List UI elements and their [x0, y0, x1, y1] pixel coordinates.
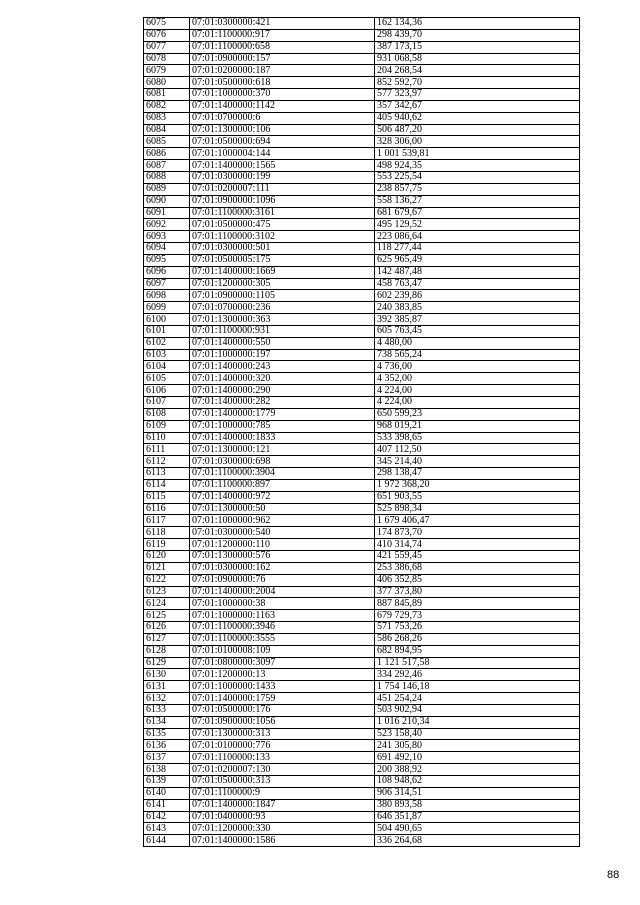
- table-row: [144, 77, 580, 89]
- table-row: [144, 29, 580, 41]
- row-number-cell: 6112: [144, 456, 190, 468]
- row-number-cell: 6137: [144, 752, 190, 764]
- row-number-cell: 6082: [144, 100, 190, 112]
- value-cell: 738 565,24: [375, 349, 580, 361]
- table-row: [144, 479, 580, 491]
- value-cell: 174 873,70: [375, 527, 580, 539]
- row-number-cell: 6096: [144, 266, 190, 278]
- cadastral-number-cell: 07:01:0100000:776: [190, 740, 375, 752]
- table-row: [144, 799, 580, 811]
- value-cell: 682 894,95: [375, 645, 580, 657]
- row-number-cell: 6144: [144, 835, 190, 847]
- row-number-cell: 6086: [144, 148, 190, 160]
- cadastral-number-cell: 07:01:1000000:1163: [190, 610, 375, 622]
- row-number-cell: 6099: [144, 302, 190, 314]
- value-cell: 1 679 406,47: [375, 515, 580, 527]
- row-number-cell: 6075: [144, 18, 190, 30]
- cadastral-number-cell: 07:01:1100000:897: [190, 479, 375, 491]
- row-number-cell: 6098: [144, 290, 190, 302]
- cadastral-number-cell: 07:01:0500000:694: [190, 136, 375, 148]
- row-number-cell: 6132: [144, 693, 190, 705]
- row-number-cell: 6106: [144, 385, 190, 397]
- table-row: [144, 491, 580, 503]
- row-number-cell: 6133: [144, 704, 190, 716]
- cadastral-number-cell: 07:01:1200000:110: [190, 539, 375, 551]
- value-cell: 571 753,26: [375, 622, 580, 634]
- row-number-cell: 6119: [144, 539, 190, 551]
- page-number: 88: [607, 869, 620, 881]
- cadastral-number-cell: 07:01:1100000:3946: [190, 622, 375, 634]
- row-number-cell: 6129: [144, 657, 190, 669]
- value-cell: 1 754 146,18: [375, 681, 580, 693]
- cadastral-number-cell: 07:01:1400000:972: [190, 491, 375, 503]
- table-row: [144, 278, 580, 290]
- value-cell: 345 214,40: [375, 456, 580, 468]
- cadastral-number-cell: 07:01:1400000:2004: [190, 586, 375, 598]
- value-cell: 392 385,87: [375, 314, 580, 326]
- row-number-cell: 6088: [144, 171, 190, 183]
- value-cell: 602 239,86: [375, 290, 580, 302]
- row-number-cell: 6101: [144, 325, 190, 337]
- cadastral-number-cell: 07:01:0400000:93: [190, 811, 375, 823]
- value-cell: 204 268,54: [375, 65, 580, 77]
- row-number-cell: 6095: [144, 254, 190, 266]
- cadastral-number-cell: 07:01:1400000:1847: [190, 799, 375, 811]
- value-cell: 377 373,80: [375, 586, 580, 598]
- table-row: [144, 254, 580, 266]
- table-row: [144, 41, 580, 53]
- cadastral-number-cell: 07:01:0500000:313: [190, 776, 375, 788]
- value-cell: 4 224,00: [375, 385, 580, 397]
- value-cell: 241 305,80: [375, 740, 580, 752]
- table-row: [144, 456, 580, 468]
- cadastral-number-cell: 07:01:1200000:330: [190, 823, 375, 835]
- row-number-cell: 6115: [144, 491, 190, 503]
- cadastral-number-cell: 07:01:0200007:130: [190, 764, 375, 776]
- cadastral-number-cell: 07:01:1000000:38: [190, 598, 375, 610]
- table-body: [144, 18, 580, 847]
- row-number-cell: 6100: [144, 314, 190, 326]
- cadastral-number-cell: 07:01:1400000:1586: [190, 835, 375, 847]
- table-row: [144, 432, 580, 444]
- value-cell: 1 001 539,81: [375, 148, 580, 160]
- value-cell: 646 351,87: [375, 811, 580, 823]
- table-row: [144, 420, 580, 432]
- table-row: [144, 716, 580, 728]
- cadastral-number-cell: 07:01:1100000:917: [190, 29, 375, 41]
- row-number-cell: 6110: [144, 432, 190, 444]
- value-cell: 253 386,68: [375, 562, 580, 574]
- table-row: [144, 195, 580, 207]
- cadastral-number-cell: 07:01:1400000:282: [190, 397, 375, 409]
- cadastral-number-cell: 07:01:1000000:197: [190, 349, 375, 361]
- row-number-cell: 6113: [144, 468, 190, 480]
- row-number-cell: 6121: [144, 562, 190, 574]
- cadastral-number-cell: 07:01:0300000:540: [190, 527, 375, 539]
- cadastral-number-cell: 07:01:1300000:106: [190, 124, 375, 136]
- value-cell: 506 487,20: [375, 124, 580, 136]
- value-cell: 495 129,52: [375, 219, 580, 231]
- value-cell: 1 972 368,20: [375, 479, 580, 491]
- table-row: [144, 669, 580, 681]
- cadastral-number-cell: 07:01:0300000:421: [190, 18, 375, 30]
- value-cell: 223 086,64: [375, 231, 580, 243]
- row-number-cell: 6118: [144, 527, 190, 539]
- table-row: [144, 100, 580, 112]
- table-row: [144, 752, 580, 764]
- cadastral-number-cell: 07:01:0700000:236: [190, 302, 375, 314]
- table-row: [144, 148, 580, 160]
- value-cell: 334 292,46: [375, 669, 580, 681]
- row-number-cell: 6124: [144, 598, 190, 610]
- cadastral-number-cell: 07:01:1200000:13: [190, 669, 375, 681]
- cadastral-number-cell: 07:01:1000004:144: [190, 148, 375, 160]
- table-row: [144, 622, 580, 634]
- value-cell: 906 314,51: [375, 787, 580, 799]
- value-cell: 357 342,67: [375, 100, 580, 112]
- row-number-cell: 6093: [144, 231, 190, 243]
- row-number-cell: 6089: [144, 183, 190, 195]
- value-cell: 328 306,00: [375, 136, 580, 148]
- value-cell: 405 940,62: [375, 112, 580, 124]
- cadastral-number-cell: 07:01:0900000:76: [190, 574, 375, 586]
- row-number-cell: 6103: [144, 349, 190, 361]
- cadastral-number-cell: 07:01:0500000:475: [190, 219, 375, 231]
- table-row: [144, 385, 580, 397]
- table-row: [144, 361, 580, 373]
- cadastral-number-cell: 07:01:0300000:501: [190, 243, 375, 255]
- row-number-cell: 6126: [144, 622, 190, 634]
- cadastral-number-cell: 07:01:1400000:290: [190, 385, 375, 397]
- cadastral-number-cell: 07:01:0100008:109: [190, 645, 375, 657]
- row-number-cell: 6083: [144, 112, 190, 124]
- cadastral-number-cell: 07:01:0700000:6: [190, 112, 375, 124]
- row-number-cell: 6108: [144, 408, 190, 420]
- row-number-cell: 6136: [144, 740, 190, 752]
- value-cell: 4 224,00: [375, 397, 580, 409]
- value-cell: 852 592,70: [375, 77, 580, 89]
- row-number-cell: 6087: [144, 160, 190, 172]
- cadastral-number-cell: 07:01:1100000:931: [190, 325, 375, 337]
- cadastral-number-cell: 07:01:0900000:1105: [190, 290, 375, 302]
- row-number-cell: 6128: [144, 645, 190, 657]
- table-row: [144, 444, 580, 456]
- cadastral-number-cell: 07:01:1400000:320: [190, 373, 375, 385]
- table-row: [144, 776, 580, 788]
- cadastral-number-cell: 07:01:1100000:658: [190, 41, 375, 53]
- cadastral-number-cell: 07:01:1400000:1779: [190, 408, 375, 420]
- row-number-cell: 6120: [144, 550, 190, 562]
- value-cell: 498 924,35: [375, 160, 580, 172]
- cadastral-number-cell: 07:01:0300000:162: [190, 562, 375, 574]
- value-cell: 238 857,75: [375, 183, 580, 195]
- table-row: [144, 693, 580, 705]
- value-cell: 931 068,58: [375, 53, 580, 65]
- row-number-cell: 6107: [144, 397, 190, 409]
- table-row: [144, 160, 580, 172]
- table-row: [144, 562, 580, 574]
- cadastral-number-cell: 07:01:1100000:3555: [190, 633, 375, 645]
- value-cell: 142 487,48: [375, 266, 580, 278]
- cadastral-number-cell: 07:01:0500000:176: [190, 704, 375, 716]
- table-row: [144, 610, 580, 622]
- value-cell: 162 134,36: [375, 18, 580, 30]
- value-cell: 1 121 517,58: [375, 657, 580, 669]
- cadastral-number-cell: 07:01:0200000:187: [190, 65, 375, 77]
- table-row: [144, 89, 580, 101]
- table-row: [144, 503, 580, 515]
- table-row: [144, 539, 580, 551]
- table-row: [144, 290, 580, 302]
- cadastral-number-cell: 07:01:0500005:175: [190, 254, 375, 266]
- value-cell: 625 965,49: [375, 254, 580, 266]
- table-row: [144, 243, 580, 255]
- value-cell: 681 679,67: [375, 207, 580, 219]
- cadastral-number-cell: 07:01:1300000:50: [190, 503, 375, 515]
- row-number-cell: 6092: [144, 219, 190, 231]
- cadastral-number-cell: 07:01:1100000:3904: [190, 468, 375, 480]
- cadastral-number-cell: 07:01:1400000:1759: [190, 693, 375, 705]
- row-number-cell: 6105: [144, 373, 190, 385]
- row-number-cell: 6114: [144, 479, 190, 491]
- table-row: [144, 231, 580, 243]
- row-number-cell: 6104: [144, 361, 190, 373]
- value-cell: 118 277,44: [375, 243, 580, 255]
- value-cell: 533 398,65: [375, 432, 580, 444]
- cadastral-number-cell: 07:01:1000000:962: [190, 515, 375, 527]
- value-cell: 586 268,26: [375, 633, 580, 645]
- table-row: [144, 302, 580, 314]
- value-cell: 298 138,47: [375, 468, 580, 480]
- row-number-cell: 6094: [144, 243, 190, 255]
- row-number-cell: 6102: [144, 337, 190, 349]
- table-row: [144, 515, 580, 527]
- table-row: [144, 124, 580, 136]
- table-row: [144, 657, 580, 669]
- table-row: [144, 586, 580, 598]
- value-cell: 503 902,94: [375, 704, 580, 716]
- row-number-cell: 6084: [144, 124, 190, 136]
- value-cell: 336 264,68: [375, 835, 580, 847]
- cadastral-number-cell: 07:01:0500000:618: [190, 77, 375, 89]
- value-cell: 4 736,00: [375, 361, 580, 373]
- table-row: [144, 527, 580, 539]
- value-cell: 4 480,00: [375, 337, 580, 349]
- row-number-cell: 6135: [144, 728, 190, 740]
- table-row: [144, 314, 580, 326]
- table-row: [144, 337, 580, 349]
- table-row: [144, 207, 580, 219]
- row-number-cell: 6081: [144, 89, 190, 101]
- cadastral-number-cell: 07:01:1400000:550: [190, 337, 375, 349]
- value-cell: 968 019,21: [375, 420, 580, 432]
- cadastral-number-cell: 07:01:1400000:1669: [190, 266, 375, 278]
- table-row: [144, 53, 580, 65]
- row-number-cell: 6079: [144, 65, 190, 77]
- table-row: [144, 266, 580, 278]
- table-row: [144, 787, 580, 799]
- value-cell: 1 016 210,34: [375, 716, 580, 728]
- data-table: [143, 17, 580, 847]
- table-row: [144, 633, 580, 645]
- cadastral-number-cell: 07:01:0200007:111: [190, 183, 375, 195]
- row-number-cell: 6085: [144, 136, 190, 148]
- table-row: [144, 823, 580, 835]
- cadastral-number-cell: 07:01:1000000:1433: [190, 681, 375, 693]
- row-number-cell: 6139: [144, 776, 190, 788]
- cadastral-number-cell: 07:01:0900000:157: [190, 53, 375, 65]
- cadastral-number-cell: 07:01:1300000:313: [190, 728, 375, 740]
- table-row: [144, 373, 580, 385]
- cadastral-number-cell: 07:01:1400000:1833: [190, 432, 375, 444]
- value-cell: 108 948,62: [375, 776, 580, 788]
- table-row: [144, 645, 580, 657]
- value-cell: 650 599,23: [375, 408, 580, 420]
- value-cell: 451 254,24: [375, 693, 580, 705]
- row-number-cell: 6134: [144, 716, 190, 728]
- table-row: [144, 397, 580, 409]
- value-cell: 387 173,15: [375, 41, 580, 53]
- row-number-cell: 6090: [144, 195, 190, 207]
- row-number-cell: 6141: [144, 799, 190, 811]
- table-row: [144, 811, 580, 823]
- cadastral-number-cell: 07:01:1000000:370: [190, 89, 375, 101]
- value-cell: 407 112,50: [375, 444, 580, 456]
- cadastral-number-cell: 07:01:1100000:3161: [190, 207, 375, 219]
- cadastral-number-cell: 07:01:0900000:1096: [190, 195, 375, 207]
- cadastral-number-cell: 07:01:1200000:305: [190, 278, 375, 290]
- row-number-cell: 6091: [144, 207, 190, 219]
- row-number-cell: 6117: [144, 515, 190, 527]
- cadastral-number-cell: 07:01:1100000:133: [190, 752, 375, 764]
- cadastral-number-cell: 07:01:1300000:363: [190, 314, 375, 326]
- cadastral-number-cell: 07:01:1100000:3102: [190, 231, 375, 243]
- value-cell: 380 893,58: [375, 799, 580, 811]
- table-row: [144, 183, 580, 195]
- row-number-cell: 6123: [144, 586, 190, 598]
- table-row: [144, 136, 580, 148]
- value-cell: 523 158,40: [375, 728, 580, 740]
- cadastral-number-cell: 07:01:1400000:1142: [190, 100, 375, 112]
- row-number-cell: 6116: [144, 503, 190, 515]
- table-row: [144, 764, 580, 776]
- value-cell: 240 383,85: [375, 302, 580, 314]
- table-row: [144, 835, 580, 847]
- row-number-cell: 6080: [144, 77, 190, 89]
- row-number-cell: 6076: [144, 29, 190, 41]
- value-cell: 887 845,89: [375, 598, 580, 610]
- cadastral-number-cell: 07:01:1400000:1565: [190, 160, 375, 172]
- cadastral-number-cell: 07:01:1300000:576: [190, 550, 375, 562]
- row-number-cell: 6131: [144, 681, 190, 693]
- row-number-cell: 6077: [144, 41, 190, 53]
- table-row: [144, 550, 580, 562]
- cadastral-number-cell: 07:01:0300000:199: [190, 171, 375, 183]
- table-row: [144, 219, 580, 231]
- value-cell: 691 492,10: [375, 752, 580, 764]
- table-row: [144, 349, 580, 361]
- table-row: [144, 704, 580, 716]
- table-row: [144, 171, 580, 183]
- row-number-cell: 6138: [144, 764, 190, 776]
- value-cell: 298 439,70: [375, 29, 580, 41]
- value-cell: 525 898,34: [375, 503, 580, 515]
- table-row: [144, 681, 580, 693]
- value-cell: 605 763,45: [375, 325, 580, 337]
- cadastral-number-cell: 07:01:1100000:9: [190, 787, 375, 799]
- value-cell: 421 559,45: [375, 550, 580, 562]
- value-cell: 406 352,85: [375, 574, 580, 586]
- value-cell: 651 903,55: [375, 491, 580, 503]
- row-number-cell: 6078: [144, 53, 190, 65]
- value-cell: 679 729,73: [375, 610, 580, 622]
- row-number-cell: 6127: [144, 633, 190, 645]
- value-cell: 200 388,92: [375, 764, 580, 776]
- row-number-cell: 6143: [144, 823, 190, 835]
- cadastral-number-cell: 07:01:1400000:243: [190, 361, 375, 373]
- value-cell: 410 314,74: [375, 539, 580, 551]
- value-cell: 458 763,47: [375, 278, 580, 290]
- table-row: [144, 574, 580, 586]
- cadastral-number-cell: 07:01:1300000:121: [190, 444, 375, 456]
- table-row: [144, 325, 580, 337]
- cadastral-number-cell: 07:01:0300000:698: [190, 456, 375, 468]
- table-row: [144, 740, 580, 752]
- row-number-cell: 6142: [144, 811, 190, 823]
- row-number-cell: 6109: [144, 420, 190, 432]
- row-number-cell: 6130: [144, 669, 190, 681]
- cadastral-number-cell: 07:01:1000000:785: [190, 420, 375, 432]
- value-cell: 577 323,97: [375, 89, 580, 101]
- row-number-cell: 6125: [144, 610, 190, 622]
- table-row: [144, 408, 580, 420]
- table-row: [144, 468, 580, 480]
- table-row: [144, 65, 580, 77]
- table-row: [144, 18, 580, 30]
- value-cell: 553 225,54: [375, 171, 580, 183]
- table-row: [144, 598, 580, 610]
- row-number-cell: 6122: [144, 574, 190, 586]
- row-number-cell: 6111: [144, 444, 190, 456]
- row-number-cell: 6140: [144, 787, 190, 799]
- table-row: [144, 112, 580, 124]
- value-cell: 504 490,65: [375, 823, 580, 835]
- value-cell: 558 136,27: [375, 195, 580, 207]
- table-row: [144, 728, 580, 740]
- value-cell: 4 352,00: [375, 373, 580, 385]
- row-number-cell: 6097: [144, 278, 190, 290]
- cadastral-number-cell: 07:01:0800000:3097: [190, 657, 375, 669]
- cadastral-number-cell: 07:01:0900000:1056: [190, 716, 375, 728]
